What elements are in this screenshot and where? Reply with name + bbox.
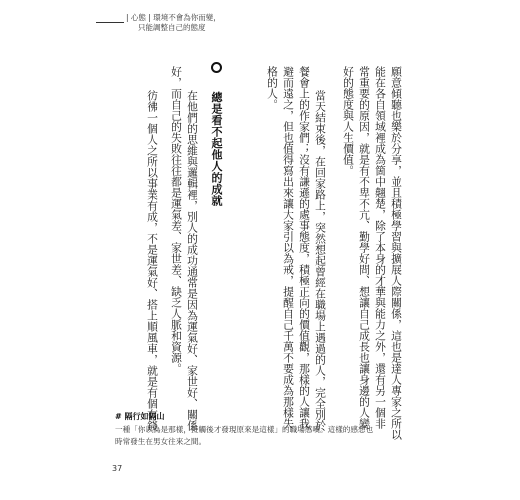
footnote-body	[115, 424, 373, 448]
body-column-5: 當天結束後，在回家路上，突然想起曾經在職場上遇過的人，完全別於	[314, 90, 327, 431]
footnote-line-1: 一種「你以為是那樣，接觸後才發現原來是這樣」的職場感嘆。這樣的感想也	[115, 425, 374, 434]
body-column-11: 彷彿一個人之所以事業有成，不是運氣好、搭上順風車，就是有個有錢	[146, 90, 159, 431]
footnote-title: # 隔行如隔山	[115, 412, 165, 421]
body-column-3: 常重要的原因，就是有不卑不亢、勤學好問、想讓自己成長也讓身邊的人變	[358, 66, 371, 429]
footnote-line-2: 時常發生在男女往來之間。	[115, 437, 207, 446]
body-column-1: 願意傾聽也樂於分享，並且積極學習與擴展人際關係，這也是達人專家之所以	[390, 66, 403, 440]
header-line-2: 只能調整自己的態度	[138, 23, 206, 32]
body-column-4: 好的態度與人生價值。	[342, 66, 355, 176]
section-heading	[208, 62, 224, 207]
body-column-8: 格的人。	[266, 66, 279, 110]
body-column-6: 餐會上的作家們；沒有謙遜的處事態度，積極正向的價值觀，那樣的人讓我	[298, 66, 311, 429]
body-column-9: 在他們的思維與邏輯裡，別人的成功通常是因為運氣好、家世好、關係	[186, 90, 199, 431]
body-column-10: 好，而自己的失敗往往都是運氣差、家世差、缺乏人脈和資源。	[170, 66, 183, 374]
body-column-7: 避而遠之，但也值得寫出來讓大家引以為戒，提醒自己千萬不要成為那樣失	[282, 66, 295, 429]
circle-bullet-icon	[211, 62, 222, 73]
running-header	[126, 13, 221, 33]
page-number: 37	[112, 464, 123, 473]
header-rule	[96, 22, 124, 23]
section-heading-text: 總是看不起他人的成就	[210, 91, 223, 207]
header-line-1: | 心態 | 環境不會為你而變，	[126, 13, 221, 22]
body-column-2: 能在各自領域裡成為箇中翹楚，除了本身的才華與能力之外，還有另一個非	[374, 66, 387, 429]
